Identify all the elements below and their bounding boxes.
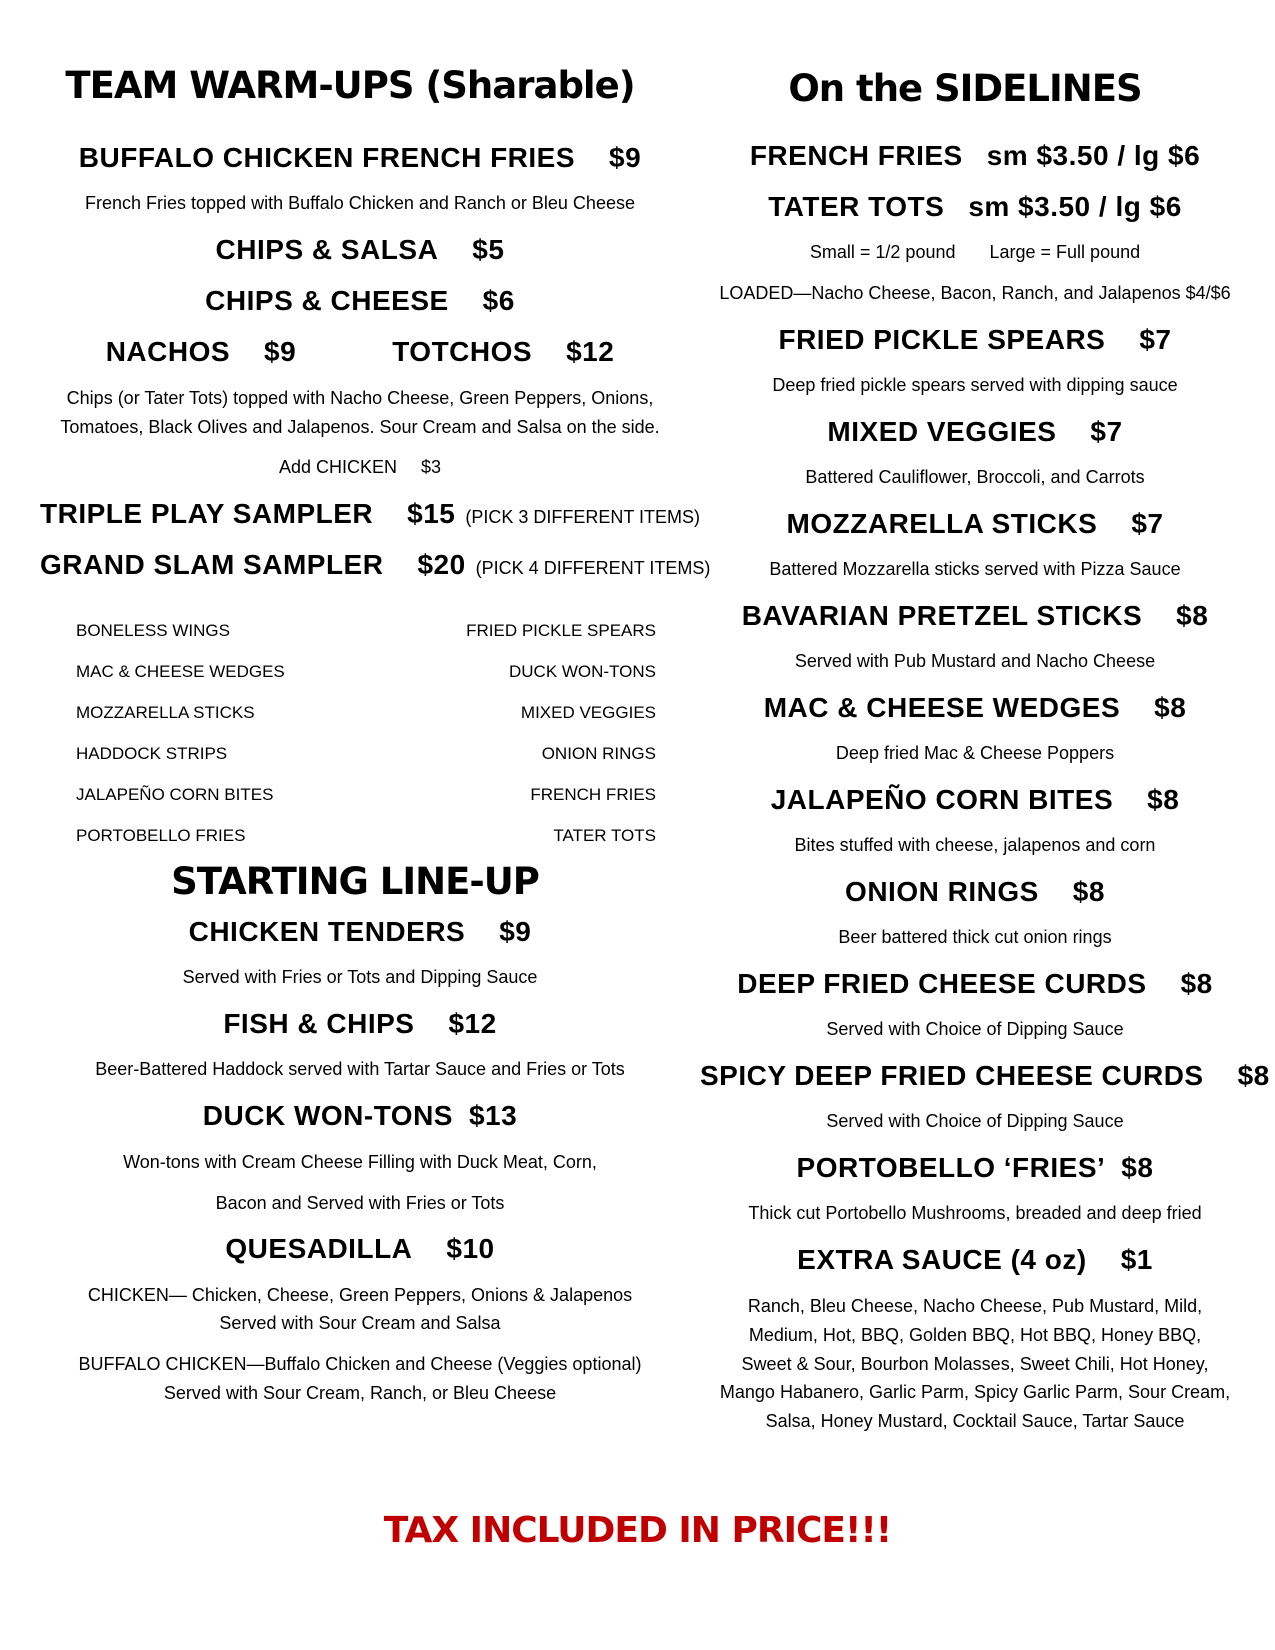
section-title-warmups: TEAM WARM-UPS (Sharable) xyxy=(65,64,635,107)
menu-item-pretzel-sticks xyxy=(700,600,1250,632)
item-price: $13 xyxy=(468,1100,518,1131)
item-name: CHIPS & CHEESE xyxy=(205,285,449,316)
sampler-option: MIXED VEGGIES xyxy=(520,703,656,722)
size-large: Large = Full pound xyxy=(989,242,1141,262)
item-name: JALAPEÑO CORN BITES xyxy=(770,784,1114,815)
sauce-list-line: Ranch, Bleu Cheese, Nacho Cheese, Pub Mustard, Mild, xyxy=(747,1296,1203,1316)
menu-item-extra-sauce xyxy=(700,1244,1250,1276)
sampler-option: FRENCH FRIES xyxy=(530,785,656,804)
item-price: $9 xyxy=(499,916,532,947)
item-name: EXTRA SAUCE (4 oz) xyxy=(797,1244,1087,1275)
size-note xyxy=(700,237,1250,267)
menu-item-chips-salsa xyxy=(40,234,680,266)
item-description: Beer battered thick cut onion rings xyxy=(838,927,1112,947)
item-description: Chips (or Tater Tots) topped with Nacho Cheese, Green Peppers, Onions, xyxy=(66,388,654,408)
sampler-option: TATER TOTS xyxy=(553,826,656,845)
sampler-note: (PICK 3 DIFFERENT ITEMS) xyxy=(465,507,701,527)
item-name: DEEP FRIED CHEESE CURDS xyxy=(737,968,1147,999)
item-price: $8 xyxy=(1176,600,1209,631)
tax-notice: TAX INCLUDED IN PRICE!!! xyxy=(383,1510,892,1551)
menu-item-grand-slam xyxy=(40,549,711,581)
item-price: $10 xyxy=(446,1233,495,1264)
item-description: Bites stuffed with cheese, jalapenos and corn xyxy=(794,835,1156,855)
item-description: Beer-Battered Haddock served with Tartar Sauce and Fries or Tots xyxy=(95,1059,625,1079)
sampler-option: JALAPEÑO CORN BITES xyxy=(76,785,274,804)
item-description: Served with Sour Cream and Salsa xyxy=(219,1313,501,1333)
item-name: TATER TOTS xyxy=(768,191,945,222)
item-name: MIXED VEGGIES xyxy=(827,416,1057,447)
sampler-option: MOZZARELLA STICKS xyxy=(76,703,255,722)
menu-item-jalapeno-bites xyxy=(700,784,1250,816)
menu-item-triple-play xyxy=(40,498,701,530)
item-description: Thick cut Portobello Mushrooms, breaded and deep fried xyxy=(748,1203,1202,1223)
item-description: Won-tons with Cream Cheese Filling with Duck Meat, Corn, xyxy=(123,1152,597,1172)
menu-item-mixed-veggies xyxy=(700,416,1250,448)
item-price: $9 xyxy=(609,142,642,173)
menu-item-mac-cheese-wedges xyxy=(700,692,1250,724)
section-title-lineup: STARTING LINE-UP xyxy=(171,860,539,903)
menu-item-fried-pickles xyxy=(700,324,1250,356)
sauce-list-line: Mango Habanero, Garlic Parm, Spicy Garlic Parm, Sour Cream, xyxy=(719,1382,1231,1402)
item-price: sm $3.50 / lg $6 xyxy=(968,191,1182,222)
item-description: Served with Sour Cream, Ranch, or Bleu Cheese xyxy=(163,1383,557,1403)
item-price: $9 xyxy=(264,336,297,367)
item-price: $6 xyxy=(482,285,515,316)
menu-item-buffalo-fries xyxy=(40,142,680,174)
menu-item-spicy-cheese-curds xyxy=(700,1060,1270,1092)
item-price: $20 xyxy=(417,549,466,580)
item-description: CHICKEN— Chicken, Cheese, Green Peppers, Onions & Jalapenos xyxy=(87,1285,633,1305)
item-description: Deep fried Mac & Cheese Poppers xyxy=(835,743,1115,763)
item-name: FISH & CHIPS xyxy=(223,1008,415,1039)
menu-item-onion-rings xyxy=(700,876,1250,908)
item-name: MAC & CHEESE WEDGES xyxy=(763,692,1121,723)
item-price: $8 xyxy=(1147,784,1180,815)
addon-label: Add CHICKEN xyxy=(278,457,397,477)
item-price: $7 xyxy=(1139,324,1172,355)
sauce-list-line: Sweet & Sour, Bourbon Molasses, Sweet Chili, Hot Honey, xyxy=(741,1354,1209,1374)
item-price: $15 xyxy=(407,498,456,529)
item-name: FRENCH FRIES xyxy=(749,140,963,171)
sampler-options-right xyxy=(466,620,656,866)
item-name: CHICKEN TENDERS xyxy=(188,916,466,947)
item-name: DUCK WON-TONS xyxy=(202,1100,453,1131)
section-title-sidelines: On the SIDELINES xyxy=(788,67,1142,110)
item-description: Deep fried pickle spears served with dipping sauce xyxy=(772,375,1178,395)
menu-item-tater-tots xyxy=(700,191,1250,223)
item-price: $8 xyxy=(1237,1060,1270,1091)
size-small: Small = 1/2 pound xyxy=(809,242,956,262)
menu-item-duck-wontons xyxy=(40,1100,680,1132)
sampler-option: HADDOCK STRIPS xyxy=(76,744,228,763)
item-name: MOZZARELLA STICKS xyxy=(786,508,1098,539)
sampler-option: PORTOBELLO FRIES xyxy=(76,826,246,845)
item-price: sm $3.50 / lg $6 xyxy=(986,140,1201,171)
menu-item-fish-chips xyxy=(40,1008,680,1040)
menu-item-french-fries xyxy=(700,140,1250,172)
item-description: Bacon and Served with Fries or Tots xyxy=(215,1193,505,1213)
item-name: BAVARIAN PRETZEL STICKS xyxy=(741,600,1143,631)
item-description: French Fries topped with Buffalo Chicken and Ranch or Bleu Cheese xyxy=(85,193,635,213)
item-price: $5 xyxy=(472,234,505,265)
item-name: NACHOS xyxy=(105,336,231,367)
item-price: $12 xyxy=(448,1008,497,1039)
sampler-note: (PICK 4 DIFFERENT ITEMS) xyxy=(475,558,711,578)
item-price: $8 xyxy=(1154,692,1187,723)
item-name: SPICY DEEP FRIED CHEESE CURDS xyxy=(700,1060,1204,1091)
menu-item-mozzarella-sticks xyxy=(700,508,1250,540)
sauce-list-line: Salsa, Honey Mustard, Cocktail Sauce, Tartar Sauce xyxy=(765,1411,1185,1431)
item-price: $1 xyxy=(1120,1244,1153,1275)
addon-price: $3 xyxy=(421,457,442,477)
sauce-list-line: Medium, Hot, BBQ, Golden BBQ, Hot BBQ, Honey BBQ, xyxy=(748,1325,1202,1345)
item-name: CHIPS & SALSA xyxy=(215,234,439,265)
menu-item-chips-cheese xyxy=(40,285,680,317)
right-column xyxy=(700,0,1270,1500)
menu-item-quesadilla xyxy=(40,1233,680,1265)
item-description: Served with Fries or Tots and Dipping Sauce xyxy=(182,967,538,987)
menu-item-nachos-totchos xyxy=(40,336,680,368)
item-description: BUFFALO CHICKEN—Buffalo Chicken and Cheese (Veggies optional) xyxy=(78,1354,642,1374)
sampler-option: MAC & CHEESE WEDGES xyxy=(76,662,285,681)
item-name: TOTCHOS xyxy=(392,336,533,367)
item-description: Battered Cauliflower, Broccoli, and Carrots xyxy=(805,467,1145,487)
sampler-option: DUCK WON-TONS xyxy=(508,662,656,681)
item-description: Served with Pub Mustard and Nacho Cheese xyxy=(794,651,1156,671)
sampler-options-left xyxy=(76,620,285,866)
sampler-option: BONELESS WINGS xyxy=(76,621,230,640)
item-name: TRIPLE PLAY SAMPLER xyxy=(40,498,374,529)
item-price: $8 xyxy=(1180,968,1213,999)
item-description: Served with Choice of Dipping Sauce xyxy=(826,1019,1124,1039)
item-price: $8 xyxy=(1121,1152,1154,1183)
item-price: $7 xyxy=(1090,416,1123,447)
sampler-option: FRIED PICKLE SPEARS xyxy=(466,621,656,640)
loaded-note: LOADED—Nacho Cheese, Bacon, Ranch, and Jalapenos $4/$6 xyxy=(719,283,1231,303)
menu-item-chicken-tenders xyxy=(40,916,680,948)
add-chicken-note xyxy=(40,452,680,482)
item-name: FRIED PICKLE SPEARS xyxy=(778,324,1106,355)
item-price: $7 xyxy=(1131,508,1164,539)
menu-item-cheese-curds xyxy=(700,968,1250,1000)
sampler-option: ONION RINGS xyxy=(541,744,656,763)
item-description: Battered Mozzarella sticks served with Pizza Sauce xyxy=(769,559,1181,579)
left-column xyxy=(40,0,711,1500)
item-description: Tomatoes, Black Olives and Jalapenos. Sour Cream and Salsa on the side. xyxy=(60,417,660,437)
item-name: PORTOBELLO ‘FRIES’ xyxy=(796,1152,1106,1183)
item-price: $12 xyxy=(566,336,615,367)
item-name: QUESADILLA xyxy=(225,1233,413,1264)
menu-item-portobello-fries xyxy=(700,1152,1250,1184)
item-price: $8 xyxy=(1072,876,1105,907)
item-name: GRAND SLAM SAMPLER xyxy=(40,549,384,580)
item-name: BUFFALO CHICKEN FRENCH FRIES xyxy=(78,142,576,173)
item-name: ONION RINGS xyxy=(845,876,1039,907)
item-description: Served with Choice of Dipping Sauce xyxy=(826,1111,1124,1131)
